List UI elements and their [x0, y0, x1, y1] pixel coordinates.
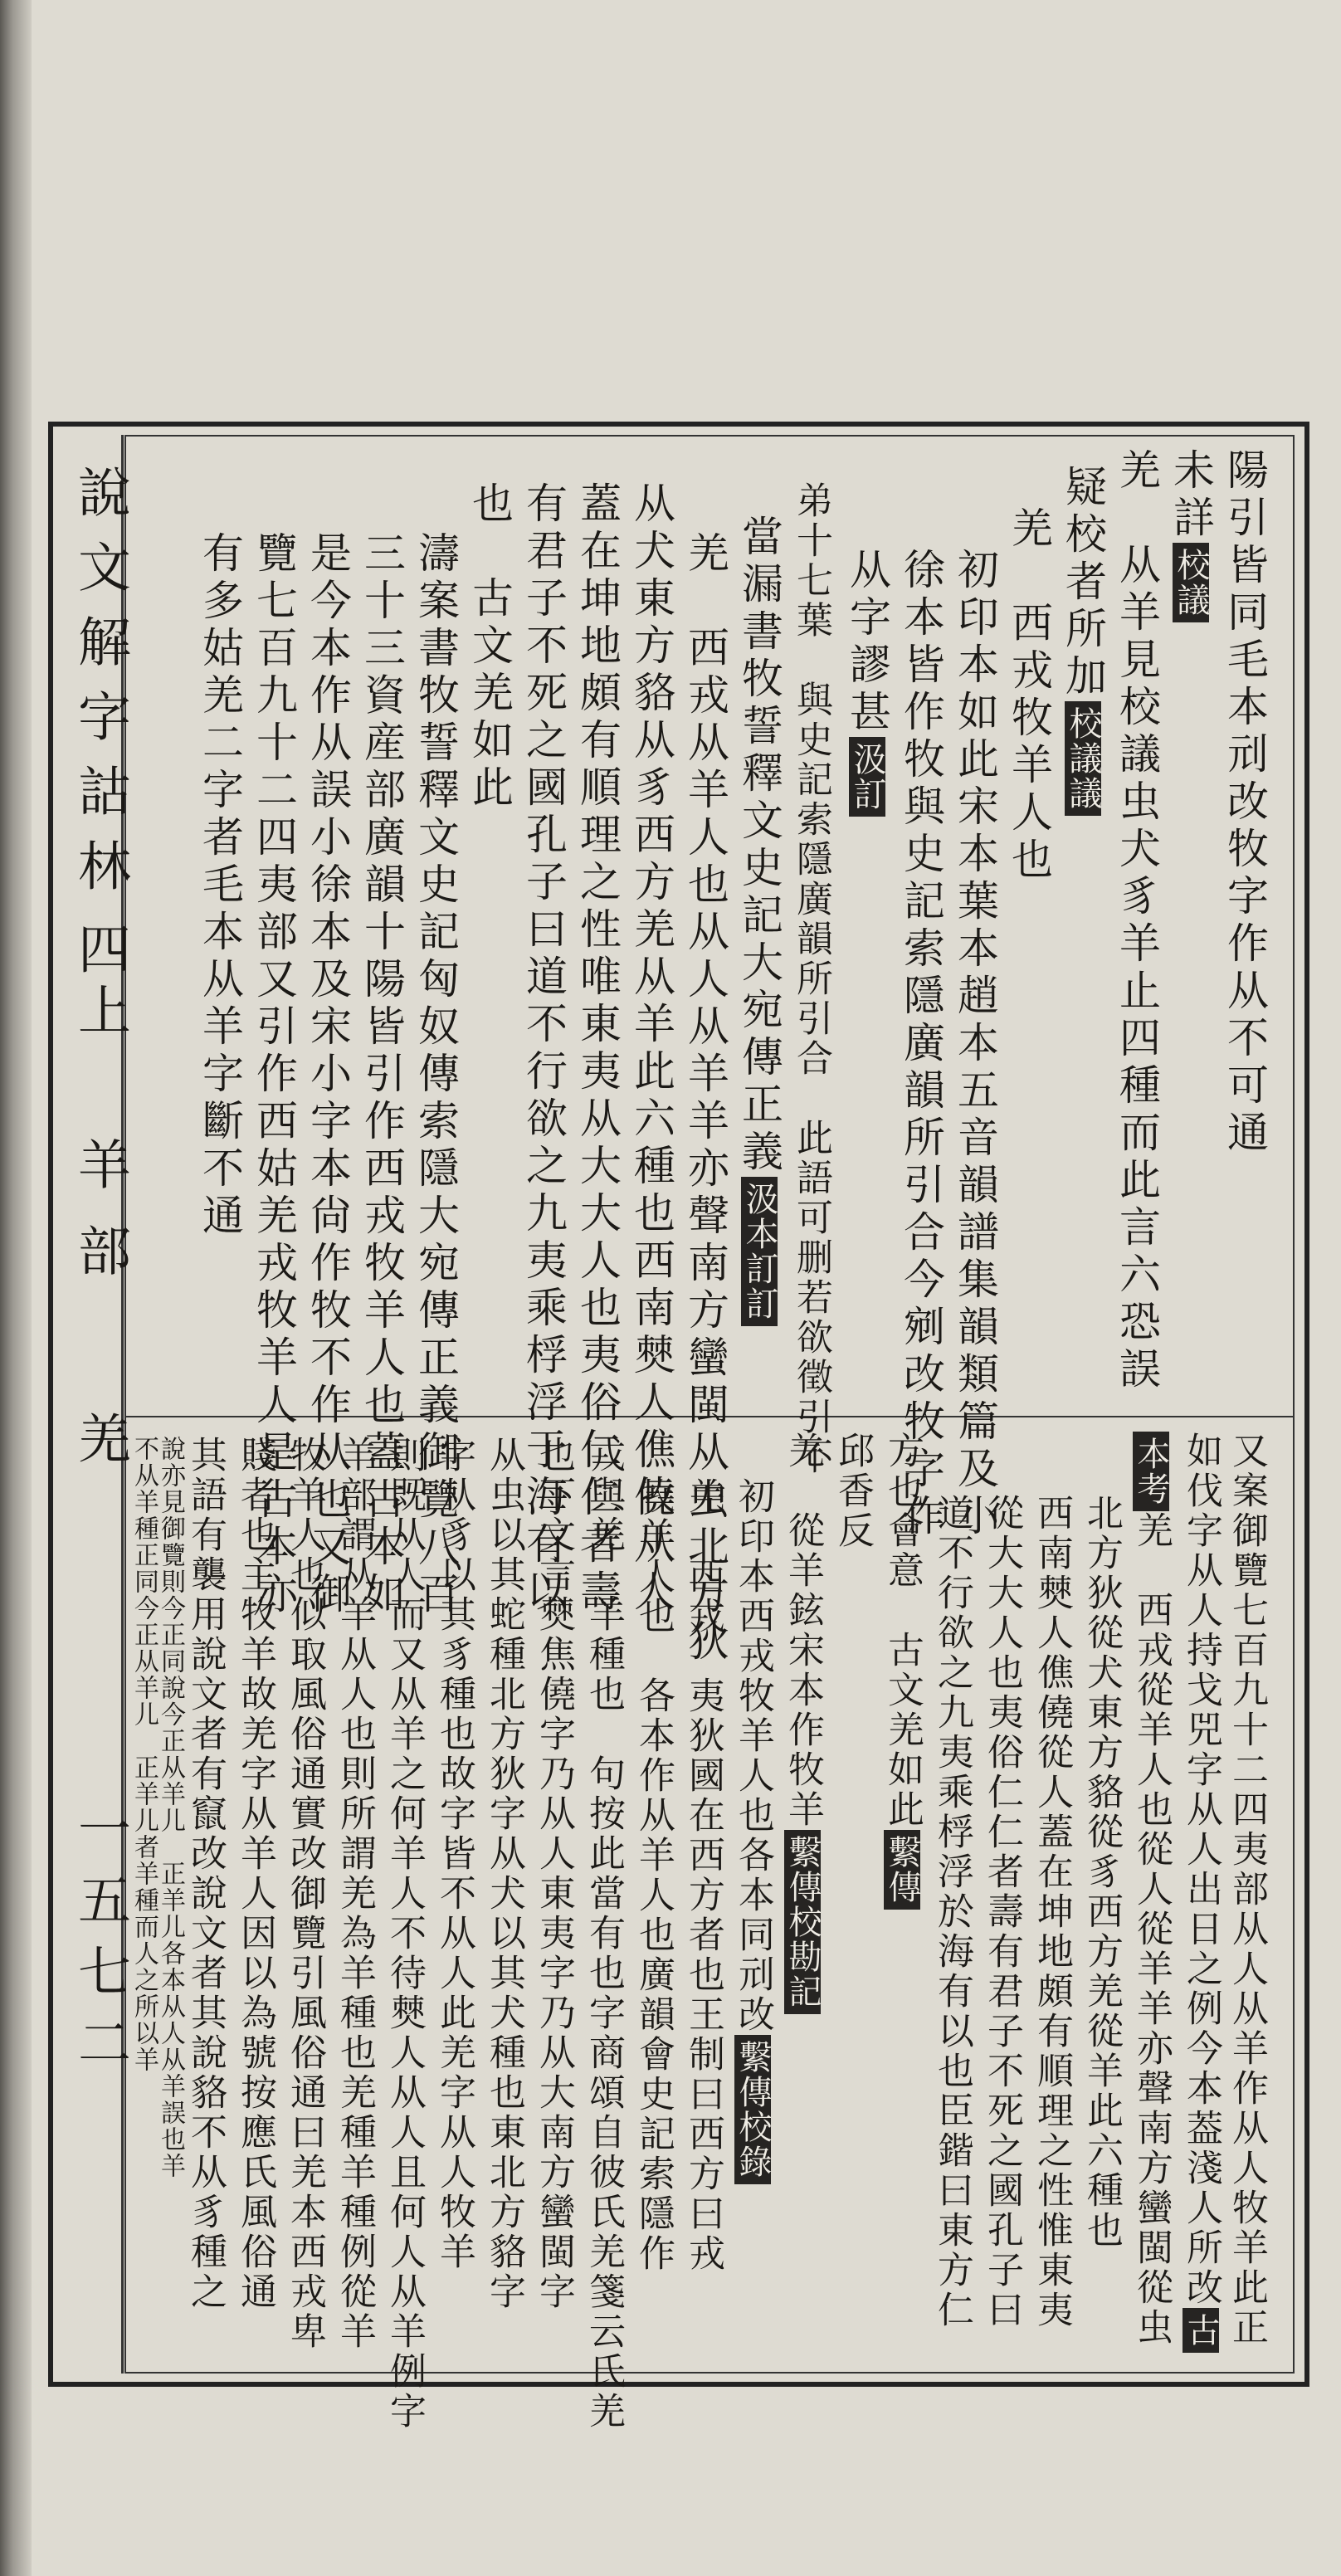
text-column: 羊部謂从羊从人也則所謂羌為羊種也羌種羊種例從羊	[334, 1436, 376, 2352]
text-column: 當漏書牧誓釋文史記大宛傳正義汲本訂訂	[739, 515, 780, 1326]
text-column: 羌 從羊鉉宋本作牧羊繫傳校勘記	[784, 1432, 821, 2014]
text-column: 覽七百九十二四夷部又引作西姑羌戎牧羊人是古本亦	[250, 531, 298, 1619]
text-column: 羌 西戎 夷狄國在西方者也王制曰西方曰戎	[682, 1477, 724, 2274]
text-column: 濤案書牧誓釋文史記匈奴傳索隱大宛傳正義御覽八百	[412, 531, 460, 1619]
head-character: 羌	[69, 1411, 130, 1486]
text-column: 邱香反	[831, 1432, 874, 1551]
section-label: 羊部	[69, 1137, 130, 1310]
text-column: 牧羊人也 各本作从羊人也廣韻會史記索隱作	[632, 1477, 675, 2274]
text-column: 戎與羌 羊種也 句按此當有也字商頌自彼氏羌箋云氏羌	[583, 1436, 625, 2432]
text-column: 从字謬甚汲訂	[846, 548, 888, 817]
text-column: 从虫以其蛇種北方狄字从犬以其犬種也東北方貉字	[483, 1436, 525, 2312]
source-tag: 古	[1183, 2308, 1219, 2353]
text-column: 又案御覽七百九十二四夷部从人从羊作从人牧羊此正	[1226, 1432, 1268, 2348]
source-tag: 繫傳	[884, 1830, 920, 1910]
text-column: 賤者也主牧羊故羌字从羊人因以為號按應氏風俗通	[234, 1436, 276, 2312]
volume-label: 四上	[69, 921, 130, 1044]
text-column: 是今本作从誤小徐本及宋小字本尙作牧不作从也又御	[304, 531, 352, 1619]
text-column: 其語有襲用說文者有竄改說文者其說貉不从豸種之	[184, 1436, 227, 2312]
page-number: 一五七二	[69, 1801, 130, 2086]
text-column: 羌 西戎牧羊人也	[1005, 506, 1053, 885]
text-column: 初印本如此宋本葉本趙本五音韻譜集韻類篇及小	[951, 548, 999, 1541]
text-column: 如伐字从人持戈兕字从人出日之例今本葢淺人所改古	[1183, 1432, 1219, 2353]
text-column: 有君子不死之國孔子曰道不行欲之九夷乘桴浮于海有以	[519, 481, 568, 1617]
text-column: 三十三資産部廣韻十陽皆引作西戎牧羊人也蓋古本如	[358, 531, 406, 1619]
text-column: 從大大人也夷俗仁仁者壽有君子不死之國孔子曰	[981, 1494, 1023, 2330]
text-column: 不从羊種正同今正从羊儿 正羊儿者羊種而人之所以羊	[129, 1436, 158, 2073]
text-column: 疑校者所加校議議	[1062, 465, 1104, 816]
text-column: 从犬東方貉从豸西方羌从羊此六種也西南僰人僬僥从人	[627, 481, 675, 1617]
text-column: 初印本西戎牧羊人也各本同刓改繫傳校錄	[734, 1477, 771, 2184]
book-binding-edge	[0, 0, 32, 2576]
text-column: 蓋在坤地頗有順理之性唯東夷从大大人也夷俗仁仁者壽	[573, 481, 622, 1617]
text-column: 北方狄從犬東方貉從豸西方羌從羊此六種也	[1080, 1494, 1123, 2251]
text-column: 有多姑羌二字者毛本从羊字斷不通	[196, 531, 244, 1241]
source-tag: 校議議	[1065, 701, 1101, 816]
source-tag: 校議	[1173, 543, 1209, 622]
source-tag: 繫傳校錄	[734, 2035, 771, 2184]
text-column: 也 古文羌如此	[466, 481, 514, 812]
text-column: 徐本皆作牧與史記索隱廣韻所引合今剜改牧字作	[897, 548, 945, 1541]
source-tag: 本考	[1133, 1432, 1169, 1511]
source-tag: 繫傳校勘記	[784, 1830, 821, 2014]
text-column: 也下文言僰焦僥字乃从人東夷字乃从大南方蠻閩字	[533, 1436, 575, 2312]
text-column: 弟十七葉 與史記索隱廣韻所引合 此語可删若欲徵引不	[790, 481, 832, 1477]
text-column: 牧羊人也似取風俗通實改御覽引風俗通曰羌本西戎卑	[284, 1436, 326, 2352]
text-column: 羌 西戎从羊人也从人从羊羊亦聲南方蠻閩从虫北方狄	[681, 531, 729, 1666]
text-column: 羌 从羊見校議虫犬豸羊止四種而此言六恐誤	[1113, 448, 1161, 1394]
text-column: 未詳校議	[1170, 448, 1212, 622]
text-column: 本考羌 西戎從羊人也從人從羊羊亦聲南方蠻閩從虫	[1133, 1432, 1169, 2348]
text-column: 字从豸以其豸種也故字皆不从人此羌字从人牧羊	[433, 1436, 475, 2272]
source-tag: 汲訂	[849, 737, 885, 817]
text-column: 則既从人而又从羊之何羊人不待僰人从人且何人从羊例字	[383, 1436, 426, 2432]
source-tag: 汲本訂訂	[741, 1177, 778, 1326]
text-column: 陽引皆同毛本刓改牧字作从不可通	[1221, 448, 1269, 1158]
text-column: 道不行欲之九夷乘桴浮於海有以也臣鍇曰東方仁	[931, 1494, 973, 2330]
text-column: 西南僰人僬僥從人蓋在坤地頗有順理之性惟東夷	[1031, 1494, 1073, 2330]
book-title: 說文解字詁林	[69, 465, 130, 913]
text-column: 方也會意 古文羌如此繫傳	[884, 1432, 920, 1910]
text-column: 說亦見御覽則今正同說今正从羊儿 正羊儿各本从人从羊誤也羊	[156, 1436, 185, 2179]
